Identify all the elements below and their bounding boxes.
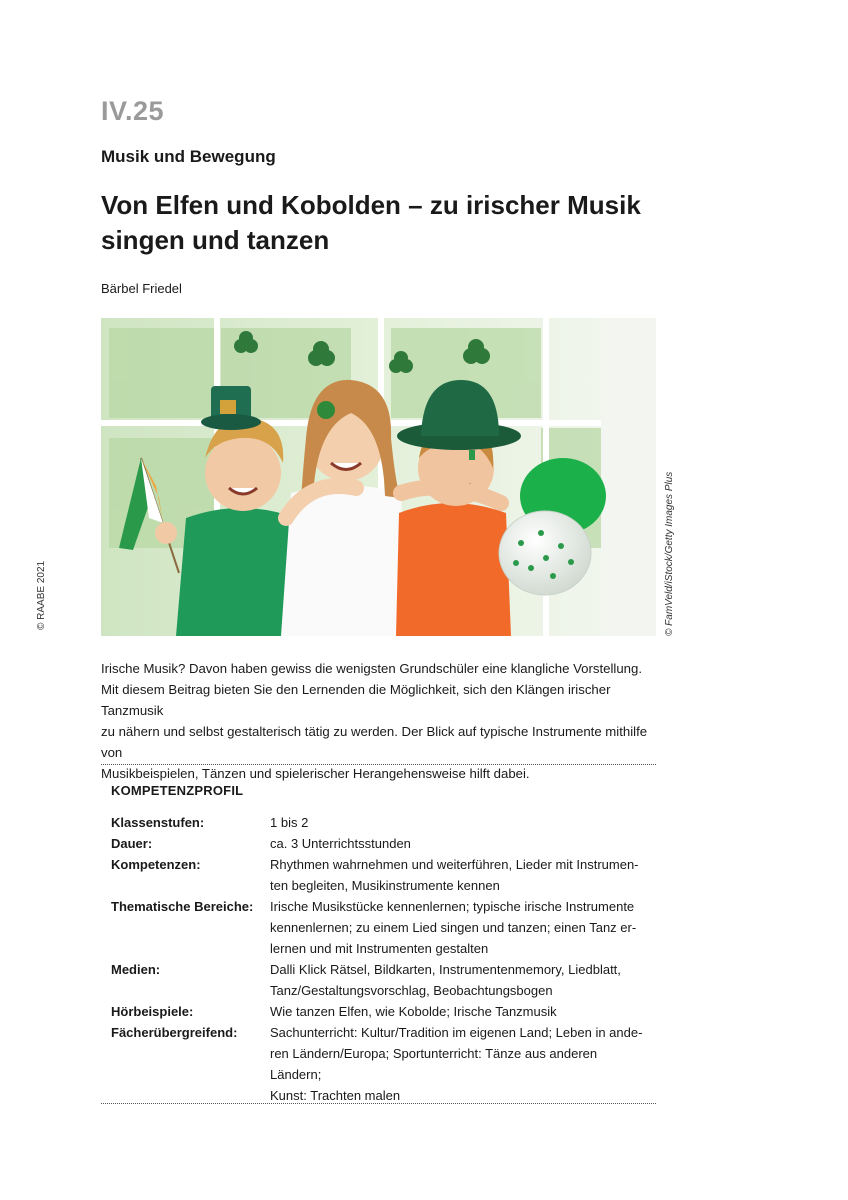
intro-line: Mit diesem Beitrag bieten Sie den Lernenden die Möglichkeit, sich den Klängen irischer Tanzmusik [101, 682, 611, 718]
profile-row [111, 812, 656, 833]
profile-label: Hörbeispiele: [111, 1004, 194, 1019]
page-title [101, 188, 661, 258]
profile-value: ca. 3 Unterrichtsstunden [270, 836, 411, 851]
profile-row [111, 854, 656, 896]
profile-value: 1 bis 2 [270, 815, 309, 830]
profile-row [111, 959, 656, 1001]
profile-label: Fächerübergreifend: [111, 1025, 238, 1040]
profile-heading: KOMPETENZPROFIL [111, 783, 244, 798]
photo-credit [662, 464, 678, 636]
profile-value: Irische Musikstücke kennenlernen; typische irische Instrumente kennenlernen; zu einem Lied singen und tanzen; einen Tanz er- lernen und mit Instrumenten gestalten [270, 899, 637, 956]
page-code: IV.25 [101, 96, 165, 126]
profile-row [111, 1001, 656, 1022]
intro-paragraph [101, 658, 671, 784]
profile-row [111, 896, 656, 959]
profile-row [111, 833, 656, 854]
profile-label: Kompetenzen: [111, 857, 201, 872]
copyright [34, 560, 48, 630]
title-line: Von Elfen und Kobolden – zu irischer Musik [101, 190, 641, 220]
intro-line: zu nähern und selbst gestalterisch tätig zu werden. Der Blick auf typische Instrumente mithilfe von [101, 724, 648, 760]
profile-value: Sachunterricht: Kultur/Tradition im eigenen Land; Leben in ande- ren Ländern/Europa; Sportunterricht: Tänze aus anderen Ländern; Kunst: Trachten malen [270, 1025, 643, 1103]
intro-line: Musikbeispielen, Tänzen und spielerischer Herangehensweise hilft dabei. [101, 766, 530, 781]
divider-bottom [101, 1103, 656, 1104]
cover-photo [101, 318, 656, 636]
profile-label: Dauer: [111, 836, 153, 851]
series-title: Musik und Bewegung [101, 147, 276, 166]
profile-label: Thematische Bereiche: [111, 899, 254, 914]
profile-row [111, 1022, 656, 1106]
profile-value: Wie tanzen Elfen, wie Kobolde; Irische Tanzmusik [270, 1004, 557, 1019]
profile-value: Dalli Klick Rätsel, Bildkarten, Instrumentenmemory, Liedblatt, Tanz/Gestaltungsvorschlag, Beobachtungsbogen [270, 962, 621, 998]
photo-credit-text: © FamVeld/iStock/Getty Images Plus [664, 471, 675, 636]
profile-label: Medien: [111, 962, 161, 977]
copyright-text: © RAABE 2021 [36, 560, 47, 630]
competence-profile [111, 812, 656, 1106]
title-line: singen und tanzen [101, 225, 330, 255]
divider-top [101, 764, 656, 765]
intro-line: Irische Musik? Davon haben gewiss die wenigsten Grundschüler eine klangliche Vorstellung. [101, 661, 642, 676]
profile-label: Klassenstufen: [111, 815, 205, 830]
author: Bärbel Friedel [101, 281, 182, 296]
profile-value: Rhythmen wahrnehmen und weiterführen, Lieder mit Instrumen- ten begleiten, Musikinstrumente kennen [270, 857, 639, 893]
